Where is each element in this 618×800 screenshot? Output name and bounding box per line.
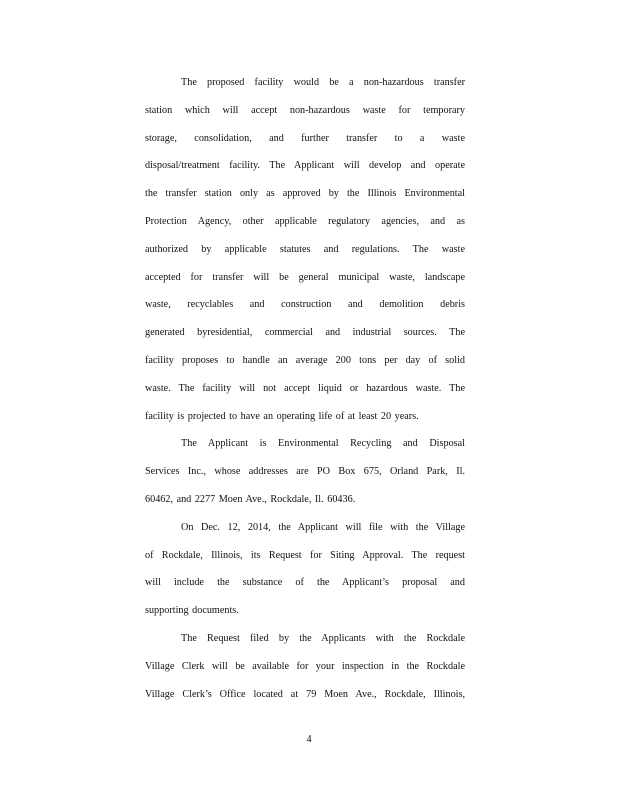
paragraph-3-line-3: will include the substance of the Applicant’s proposal and (145, 577, 465, 589)
paragraph-1-line-13: facility is projected to have an operating life of at least 20 years. (145, 410, 419, 422)
paragraph-2-line-3: 60462, and 2277 Moen Ave., Rockdale, Il. 60436. (145, 493, 356, 505)
paragraph-3-line-2: of Rockdale, Illinois, its Request for Siting Approval. The request (145, 549, 465, 561)
paragraph-2-line-2: Services Inc., whose addresses are PO Box 675, Orland Park, Il. (145, 466, 465, 478)
paragraph-1-line-10: generated byresidential, commercial and industrial sources. The (145, 327, 465, 339)
paragraph-1-line-5: the transfer station only as approved by the Illinois Environmental (145, 188, 465, 200)
paragraph-4-line-3: Village Clerk’s Office located at 79 Moen Ave., Rockdale, Illinois, (145, 688, 465, 700)
paragraph-1-line-11: facility proposes to handle an average 200 tons per day of solid (145, 354, 465, 366)
paragraph-1-line-1: The proposed facility would be a non-hazardous transfer (181, 77, 465, 88)
paragraph-1-line-6: Protection Agency, other applicable regulatory agencies, and as (145, 215, 465, 227)
paragraph-1-line-4: disposal/treatment facility. The Applicant will develop and operate (145, 160, 465, 172)
paragraph-1-line-8: accepted for transfer will be general municipal waste, landscape (145, 271, 465, 283)
paragraph-2-line-1: The Applicant is Environmental Recycling and Disposal (181, 438, 465, 450)
paragraph-3-line-4: supporting documents. (145, 605, 239, 617)
paragraph-1-line-7: authorized by applicable statutes and regulations. The waste (145, 243, 465, 255)
paragraph-1-line-9: waste, recyclables and construction and demolition debris (145, 299, 465, 311)
paragraph-4-line-1: The Request filed by the Applicants with the Rockdale (181, 632, 465, 644)
page-number: 4 (306, 734, 312, 745)
document-body (145, 69, 465, 708)
paragraph-3-line-1: On Dec. 12, 2014, the Applicant will file with the Village (181, 521, 465, 533)
paragraph-4-line-2: Village Clerk will be available for your inspection in the Rockdale (145, 660, 465, 672)
paragraph-1-line-12: waste. The facility will not accept liquid or hazardous waste. The (145, 382, 465, 394)
paragraph-1-line-3: storage, consolidation, and further transfer to a waste (145, 132, 465, 144)
paragraph-1-line-2: station which will accept non-hazardous waste for temporary (145, 104, 465, 116)
